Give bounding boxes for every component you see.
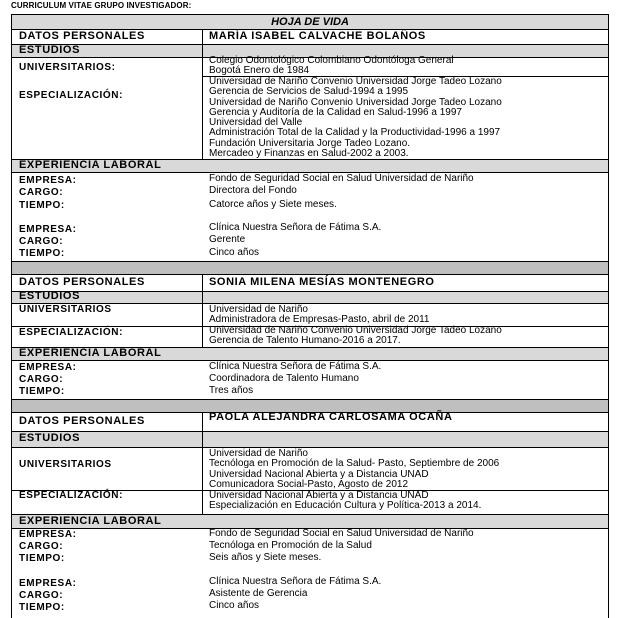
study-line: Gerencia y Auditoría de la Calidad en Salud-1996 a 1997 <box>209 106 462 118</box>
person3-estudios-row <box>12 432 608 447</box>
study-line: Especialización en Educación Cultura y Política-2013 a 2014. <box>209 500 482 512</box>
person3-universitarios <box>209 449 499 490</box>
tiempo-label: TIEMPO: <box>19 553 65 564</box>
study-line: Gerencia de Servicios de Salud-1994 a 1995 <box>209 86 409 98</box>
datos-personales-label: DATOS PERSONALES <box>19 30 145 42</box>
study-line: Universidad de Nariño Convenio Universidad Jorge Tadeo Lozano <box>209 325 502 336</box>
study-line: Gerencia de Talento Humano-2016 a 2017. <box>209 335 401 347</box>
person2-name: SONIA MILENA MESÍAS MONTENEGRO <box>209 276 435 288</box>
study-line: Colegio Odontológico Colombiano Odontóloga General <box>209 55 454 66</box>
person2-universitarios <box>209 305 429 326</box>
tiempo-label: TIEMPO: <box>19 602 65 613</box>
person1-job2-cargo: Gerente <box>209 234 246 245</box>
empresa-label: EMPRESA: <box>19 362 77 373</box>
study-line: Universidad de Nariño <box>209 448 308 459</box>
table-title: HOJA DE VIDA <box>12 15 608 29</box>
study-line: Bogotá Enero de 1984 <box>209 65 310 77</box>
person3-especializacion <box>209 491 481 512</box>
especializacion-label: ESPECIALIZACIÓN: <box>19 490 124 501</box>
person3-job1-empresa: Fondo de Seguridad Social en Salud Universidad de Nariño <box>209 528 474 539</box>
study-line: Universidad de Nariño Convenio Universidad Jorge Tadeo Lozano <box>209 96 502 108</box>
person3-job2-empresa: Clínica Nuestra Señora de Fátima S.A. <box>209 576 382 587</box>
person1-job2-tiempo: Cinco años <box>209 247 260 258</box>
tiempo-label: TIEMPO: <box>19 386 65 397</box>
person3-job2-cargo: Asistente de Gerencia <box>209 588 308 599</box>
study-line: Universidad del Valle <box>209 117 303 129</box>
datos-personales-label: DATOS PERSONALES <box>19 276 145 288</box>
estudios-label: ESTUDIOS <box>19 432 81 444</box>
study-line: Universidad Nacional Abierta y a Distancia UNAD <box>209 468 429 480</box>
cargo-label: CARGO: <box>19 590 64 601</box>
study-line: Administración Total de la Calidad y la Productividad-1996 a 1997 <box>209 127 501 139</box>
person1-universitarios <box>209 56 454 77</box>
person3-job1-tiempo: Seis años y Siete meses. <box>209 552 322 563</box>
document-caption: CURRICULUM VITAE GRUPO INVESTIGADOR: <box>11 1 192 10</box>
datos-personales-label: DATOS PERSONALES <box>19 415 145 427</box>
person1-job1-tiempo: Catorce años y Siete meses. <box>209 199 337 210</box>
study-line: Comunicadora Social-Pasto, Agosto de 2012 <box>209 478 409 490</box>
person2-experiencia-row <box>12 348 608 360</box>
study-line: Universidad de Nariño <box>209 304 308 315</box>
person1-job1-cargo: Directora del Fondo <box>209 185 297 196</box>
empresa-label: EMPRESA: <box>19 175 77 186</box>
separator-bar <box>12 262 608 274</box>
estudios-label: ESTUDIOS <box>19 44 81 56</box>
study-line: Fundación Universitaria Jorge Tadeo Lozano. <box>209 137 411 149</box>
study-line: Administradora de Empresas-Pasto, abril de 2011 <box>209 314 430 326</box>
experiencia-label: EXPERIENCIA LABORAL <box>19 515 162 527</box>
especializacion-label: ESPECIALIZACIÓN: <box>19 90 124 101</box>
person2-job1-cargo: Coordinadora de Talento Humano <box>209 373 359 384</box>
person2-job1-tiempo: Tres años <box>209 385 254 396</box>
person1-job2-empresa: Clínica Nuestra Señora de Fátima S.A. <box>209 222 382 233</box>
person2-job1-empresa: Clínica Nuestra Señora de Fátima S.A. <box>209 361 382 372</box>
tiempo-label: TIEMPO: <box>19 248 65 259</box>
study-line: Universidad de Nariño Convenio Universidad Jorge Tadeo Lozano <box>209 76 502 87</box>
cv-table <box>11 14 609 618</box>
study-line: Mercadeo y Finanzas en Salud-2002 a 2003. <box>209 148 409 160</box>
universitarios-label: UNIVERSITARIOS: <box>19 62 116 73</box>
cargo-label: CARGO: <box>19 236 64 247</box>
person2-estudios-row <box>12 292 608 303</box>
empresa-label: EMPRESA: <box>19 529 77 540</box>
person1-experiencia-row <box>12 160 608 172</box>
person3-experiencia-row <box>12 515 608 528</box>
study-line: Universidad Nacional Abierta y a Distancia UNAD <box>209 490 429 501</box>
universitarios-label: UNIVERSITARIOS <box>19 304 112 315</box>
especializacion-label: ESPECIALIZACIÓN: <box>19 327 124 338</box>
person1-name: MARÍA ISABEL CALVACHE BOLAÑOS <box>209 30 426 42</box>
person3-job1-cargo: Tecnóloga en Promoción de la Salud <box>209 540 372 551</box>
person1-job1-empresa: Fondo de Seguridad Social en Salud Universidad de Nariño <box>209 173 474 184</box>
person1-personal-row <box>12 30 608 44</box>
cargo-label: CARGO: <box>19 541 64 552</box>
cargo-label: CARGO: <box>19 374 64 385</box>
person1-especializacion <box>209 77 502 159</box>
universitarios-label: UNIVERSITARIOS <box>19 459 112 470</box>
person3-name: PAOLA ALEJANDRA CARLOSAMA OCAÑA <box>209 411 453 423</box>
empresa-label: EMPRESA: <box>19 578 77 589</box>
study-line: Tecnóloga en Promoción de la Salud- Pasto, Septiembre de 2006 <box>209 458 500 470</box>
experiencia-label: EXPERIENCIA LABORAL <box>19 347 162 359</box>
experiencia-label: EXPERIENCIA LABORAL <box>19 159 162 171</box>
person3-job2-tiempo: Cinco años <box>209 600 260 611</box>
cargo-label: CARGO: <box>19 187 64 198</box>
person3-personal-row <box>12 413 608 430</box>
person2-especializacion <box>209 326 502 347</box>
empresa-label: EMPRESA: <box>19 224 77 235</box>
tiempo-label: TIEMPO: <box>19 200 65 211</box>
estudios-label: ESTUDIOS <box>19 290 81 302</box>
person2-personal-row <box>12 275 608 290</box>
